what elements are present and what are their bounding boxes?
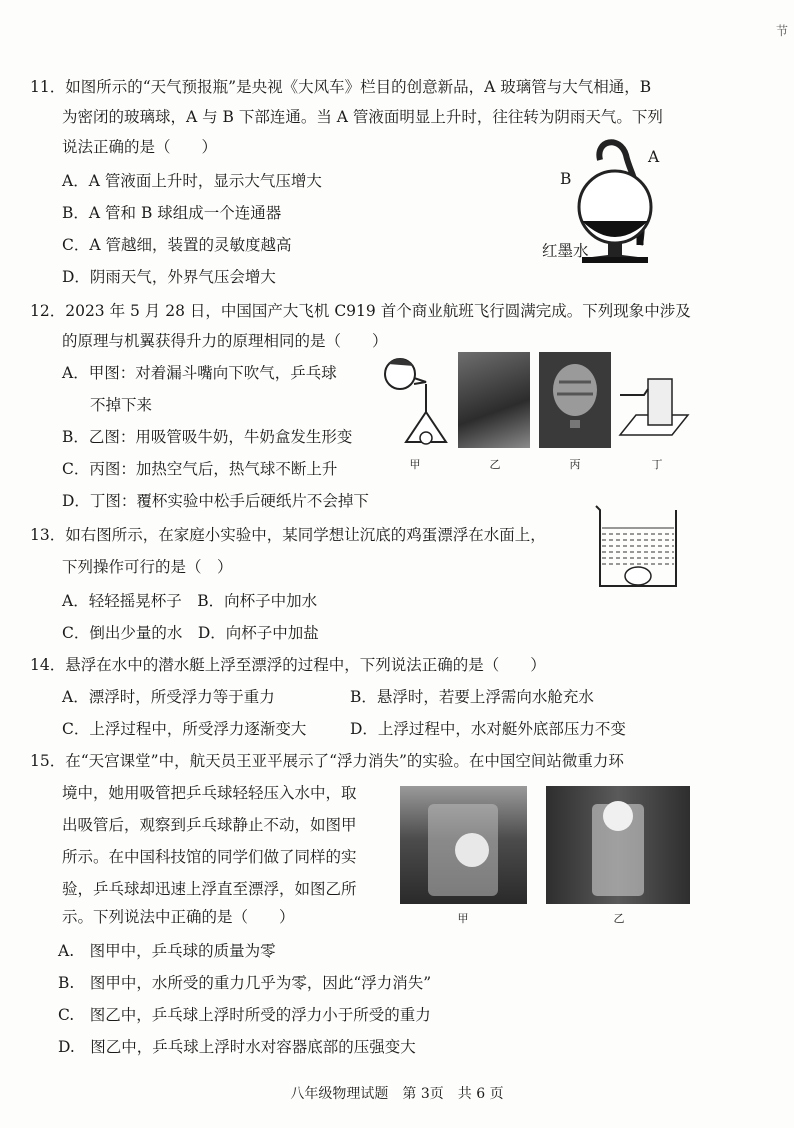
milk-straw-photo — [458, 352, 530, 448]
page-footer: 八年级物理试题 第 3页 共 6 页 — [290, 1086, 504, 1102]
q13-stem-line2: 下列操作可行的是（ ） — [62, 558, 233, 576]
egg-in-cup-figure — [592, 500, 684, 592]
q12-option-d: D．丁图：覆杯实验中松手后硬纸片不会掉下 — [62, 492, 369, 510]
fig11-label-a: A — [648, 148, 660, 166]
q12-option-a: A．甲图：对着漏斗嘴向下吹气，乒乓球 — [62, 364, 337, 382]
q15-option-b: B. 图甲中，水所受的重力几乎为零，因此“浮力消失” — [58, 974, 432, 992]
q14-option-d: D．上浮过程中，水对艇外底部压力不变 — [350, 720, 626, 738]
q15-option-a: A. 图甲中，乒乓球的质量为零 — [58, 942, 276, 960]
q15-stem-line6: 示。下列说法中正确的是（ ） — [62, 908, 295, 926]
fig12-caption-ding: 丁 — [651, 458, 663, 471]
q15-stem-line2: 境中，她用吸管把乒乓球轻轻压入水中，取 — [62, 784, 357, 802]
fig12-caption-jia: 甲 — [409, 458, 421, 471]
q15-stem-line1: 15．在“天宫课堂”中，航天员王亚平展示了“浮力消失”的实验。在中国空间站微重力环 — [30, 752, 624, 770]
q15-option-c: C. 图乙中，乒乓球上浮时所受的浮力小于所受的重力 — [58, 1006, 431, 1024]
q13-stem-line1: 13．如右图所示，在家庭小实验中，某同学想让沉底的鸡蛋漂浮在水面上， — [30, 526, 546, 544]
q15-stem-line5: 验，乒乓球却迅速上浮直至漂浮，如图乙所 — [62, 880, 357, 898]
q15-stem-line4: 所示。在中国科技馆的同学们做了同样的实 — [62, 848, 357, 866]
q11-stem-line3: 说法正确的是（ ） — [62, 138, 218, 156]
q11-stem-line2: 为密闭的玻璃球，A 与 B 下部连通。当 A 管液面明显上升时，往往转为阴雨天气。下列 — [62, 108, 663, 126]
q12-option-b: B．乙图：用吸管吸牛奶，牛奶盒发生形变 — [62, 428, 353, 446]
fig11-label-ink: 红墨水 — [542, 242, 589, 260]
q12-option-c: C．丙图：加热空气后，热气球不断上升 — [62, 460, 338, 478]
q15-option-d: D. 图乙中，乒乓球上浮时水对容器底部的压强变大 — [58, 1038, 416, 1056]
q11-option-c: C．A 管越细，装置的灵敏度越高 — [62, 236, 292, 254]
q13-options-cd: C．倒出少量的水 D．向杯子中加盐 — [62, 624, 319, 642]
q11-option-b: B．A 管和 B 球组成一个连通器 — [62, 204, 282, 222]
space-station-experiment-photo — [400, 786, 527, 904]
fig12-caption-yi: 乙 — [489, 458, 501, 471]
q11-option-d: D．阴雨天气，外界气压会增大 — [62, 268, 276, 286]
q12-option-a-cont: 不掉下来 — [90, 396, 153, 414]
q14-option-c: C．上浮过程中，所受浮力逐渐变大 — [62, 720, 307, 738]
q12-stem-line1: 12．2023 年 5 月 28 日，中国国产大飞机 C919 首个商业航班飞行圆满完成。下列现象中涉及 — [30, 302, 691, 320]
fig12-caption-bing: 丙 — [569, 458, 581, 471]
q13-options-ab: A．轻轻摇晃杯子 B．向杯子中加水 — [62, 592, 318, 610]
q12-stem-line2: 的原理与机翼获得升力的原理相同的是（ ） — [62, 332, 388, 350]
q11-stem-line1: 11．如图所示的“天气预报瓶”是央视《大风车》栏目的创意新品，A 玻璃管与大气相通，B — [30, 78, 652, 96]
q14-option-b: B．悬浮时，若要上浮需向水舱充水 — [350, 688, 594, 706]
q14-option-a: A．漂浮时，所受浮力等于重力 — [62, 688, 275, 706]
fig11-label-b: B — [560, 170, 572, 188]
funnel-blowing-figure — [378, 352, 450, 450]
hot-air-balloon-photo — [539, 352, 611, 448]
q11-option-a: A．A 管液面上升时，显示大气压增大 — [62, 172, 322, 190]
q15-stem-line3: 出吸管后，观察到乒乓球静止不动，如图甲 — [62, 816, 357, 834]
fig15-caption-jia: 甲 — [457, 912, 469, 925]
corner-mark: 节 — [775, 24, 788, 38]
q14-stem: 14．悬浮在水中的潜水艇上浮至漂浮的过程中，下列说法正确的是（ ） — [30, 656, 546, 674]
science-museum-experiment-photo — [546, 786, 690, 904]
inverted-cup-figure — [618, 365, 690, 445]
fig15-caption-yi: 乙 — [613, 912, 625, 925]
